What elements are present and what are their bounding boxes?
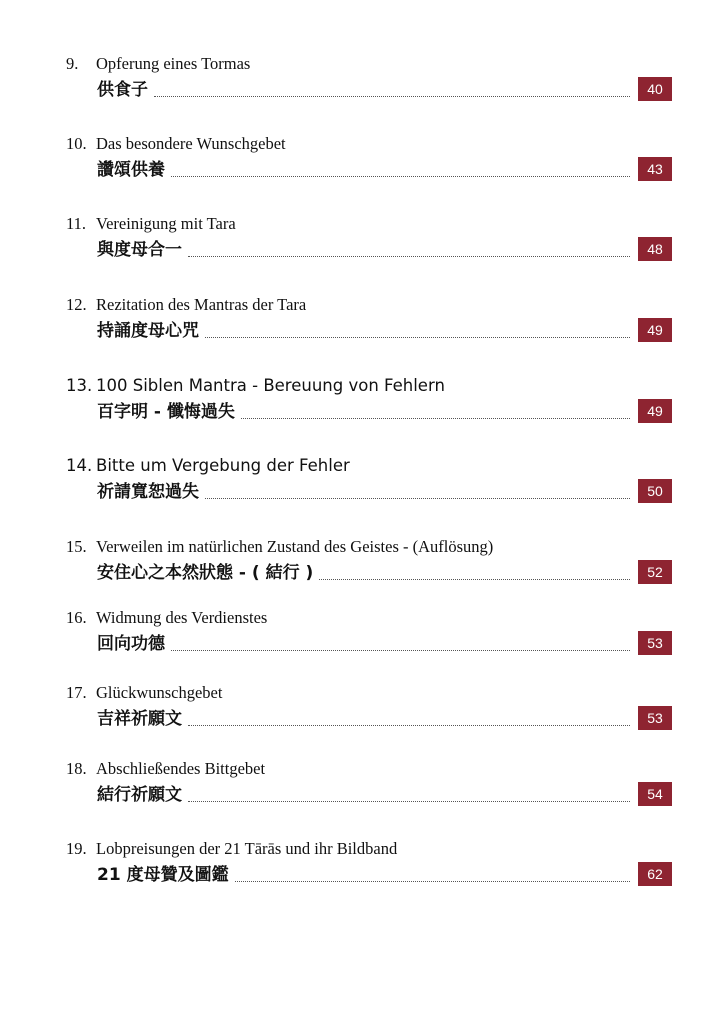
entry-number: 10.: [66, 134, 87, 153]
german-title: [66, 213, 236, 235]
toc-entry-13[interactable]: [66, 375, 672, 435]
german-title: [66, 455, 350, 477]
german-title: [66, 682, 222, 704]
german-title: [66, 536, 493, 558]
chinese-title-row: [97, 862, 672, 886]
toc-entry-19[interactable]: [66, 838, 672, 898]
german-title: [66, 294, 306, 316]
dot-leader: [235, 880, 630, 882]
entry-number: 11.: [66, 214, 87, 233]
german-title-text: Das besondere Wunschgebet: [96, 134, 286, 153]
german-title-text: Lobpreisungen der 21 Tārās und ihr Bildband: [96, 839, 398, 858]
chinese-title-row: [97, 77, 672, 101]
entry-number: 9.: [66, 54, 79, 73]
chinese-title-row: [97, 782, 672, 806]
chinese-title-row: [97, 706, 672, 730]
page-number-badge[interactable]: 40: [638, 77, 672, 101]
german-title-text: Opferung eines Tormas: [96, 54, 251, 73]
dot-leader: [171, 175, 630, 177]
page-number-badge[interactable]: 62: [638, 862, 672, 886]
toc-entry-14[interactable]: [66, 455, 672, 515]
dot-leader: [205, 497, 630, 499]
dot-leader: [205, 336, 630, 338]
german-title-text: Abschließendes Bittgebet: [96, 759, 266, 778]
entry-number: 14.: [66, 456, 93, 475]
chinese-title: 結行祈願文: [97, 785, 182, 805]
german-title: [66, 838, 397, 860]
entry-number: 12.: [66, 295, 87, 314]
page-number-badge[interactable]: 49: [638, 318, 672, 342]
dot-leader: [188, 724, 630, 726]
german-title-text: Vereinigung mit Tara: [96, 214, 236, 233]
dot-leader: [154, 95, 630, 97]
toc-entry-10[interactable]: [66, 133, 672, 193]
toc-entry-12[interactable]: [66, 294, 672, 354]
entry-number: 16.: [66, 608, 87, 627]
chinese-title-row: [97, 399, 672, 423]
chinese-title: 讚頌供養: [97, 160, 165, 180]
chinese-title-row: [97, 631, 672, 655]
page-number-badge[interactable]: 53: [638, 706, 672, 730]
german-title: [66, 53, 250, 75]
chinese-title-row: [97, 157, 672, 181]
german-title-text: Widmung des Verdienstes: [96, 608, 268, 627]
german-title-text: 100 Siblen Mantra - Bereuung von Fehlern: [96, 376, 445, 395]
toc-entry-18[interactable]: [66, 758, 672, 818]
german-title: [66, 375, 445, 397]
page-number-badge[interactable]: 54: [638, 782, 672, 806]
page-number-badge[interactable]: 52: [638, 560, 672, 584]
chinese-title: 與度母合一: [97, 240, 182, 260]
dot-leader: [188, 255, 630, 257]
dot-leader: [171, 649, 630, 651]
chinese-title: 百字明 - 懺悔過失: [97, 402, 235, 422]
chinese-title-row: [97, 479, 672, 503]
german-title: [66, 133, 286, 155]
chinese-title: 持誦度母心咒: [97, 321, 199, 341]
page-number-badge[interactable]: 48: [638, 237, 672, 261]
chinese-title: 21 度母贊及圖鑑: [97, 865, 229, 885]
toc-entry-11[interactable]: [66, 213, 672, 273]
german-title-text: Rezitation des Mantras der Tara: [96, 295, 307, 314]
entry-number: 17.: [66, 683, 87, 702]
chinese-title: 供食子: [97, 80, 148, 100]
chinese-title-row: [97, 560, 672, 584]
page-number-badge[interactable]: 49: [638, 399, 672, 423]
chinese-title-row: [97, 237, 672, 261]
entry-number: 13.: [66, 376, 93, 395]
dot-leader: [188, 800, 630, 802]
page-number-badge[interactable]: 43: [638, 157, 672, 181]
german-title: [66, 758, 265, 780]
entry-number: 15.: [66, 537, 87, 556]
entry-number: 18.: [66, 759, 87, 778]
german-title-text: Verweilen im natürlichen Zustand des Geistes - (Auflösung): [96, 537, 494, 556]
german-title: [66, 607, 267, 629]
toc-entry-16[interactable]: [66, 607, 672, 667]
toc-entry-15[interactable]: [66, 536, 672, 596]
chinese-title-row: [97, 318, 672, 342]
entry-number: 19.: [66, 839, 87, 858]
german-title-text: Glückwunschgebet: [96, 683, 223, 702]
toc-entry-17[interactable]: [66, 682, 672, 742]
page-number-badge[interactable]: 50: [638, 479, 672, 503]
dot-leader: [319, 578, 630, 580]
toc-entry-9[interactable]: [66, 53, 672, 113]
page-number-badge[interactable]: 53: [638, 631, 672, 655]
dot-leader: [241, 417, 630, 419]
german-title-text: Bitte um Vergebung der Fehler: [96, 456, 350, 475]
chinese-title: 吉祥祈願文: [97, 709, 182, 729]
chinese-title: 安住心之本然狀態 - ( 結行 ): [97, 563, 314, 583]
chinese-title: 回向功德: [97, 634, 165, 654]
chinese-title: 祈請寬恕過失: [97, 482, 199, 502]
